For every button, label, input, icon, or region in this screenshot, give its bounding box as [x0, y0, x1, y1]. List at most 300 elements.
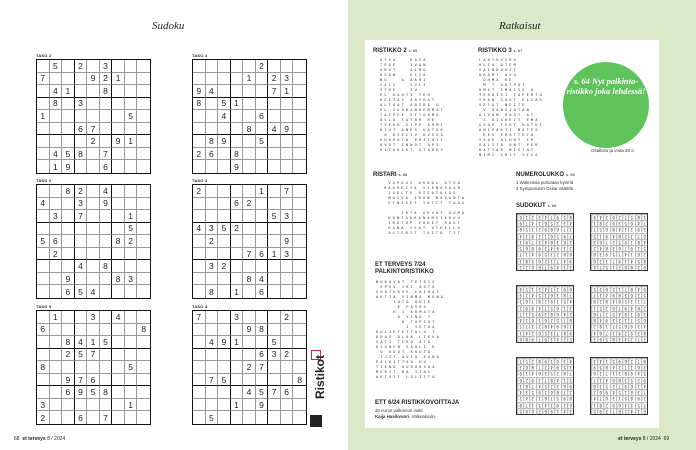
sudoku-cell[interactable] — [137, 311, 150, 324]
sudoku-cell[interactable]: 7 — [75, 374, 88, 387]
sudoku-cell[interactable] — [268, 361, 281, 374]
sudoku-cell[interactable]: 2 — [125, 235, 138, 248]
sudoku-cell[interactable]: 1 — [112, 73, 125, 86]
sudoku-cell[interactable]: 3 — [281, 248, 294, 261]
sudoku-cell[interactable] — [231, 324, 244, 337]
sudoku-cell[interactable] — [37, 123, 50, 136]
sudoku-cell[interactable] — [50, 336, 63, 349]
sudoku-cell[interactable]: 6 — [62, 386, 75, 399]
sudoku-cell[interactable] — [137, 235, 150, 248]
sudoku-cell[interactable]: 6 — [87, 374, 100, 387]
sudoku-cell[interactable] — [87, 399, 100, 412]
sudoku-cell[interactable]: 7 — [281, 185, 294, 198]
sudoku-cell[interactable]: 4 — [50, 85, 63, 98]
sudoku-cell[interactable] — [50, 361, 63, 374]
sudoku-cell[interactable] — [293, 160, 306, 173]
sudoku-cell[interactable]: 1 — [231, 399, 244, 412]
sudoku-cell[interactable]: 5 — [218, 98, 231, 111]
sudoku-cell[interactable] — [218, 285, 231, 298]
sudoku-cell[interactable]: 9 — [281, 123, 294, 136]
sudoku-cell[interactable] — [193, 123, 206, 136]
sudoku-cell[interactable] — [37, 336, 50, 349]
sudoku-cell[interactable] — [50, 223, 63, 236]
sudoku-cell[interactable] — [112, 374, 125, 387]
sudoku-cell[interactable] — [293, 386, 306, 399]
sudoku-cell[interactable] — [193, 349, 206, 362]
sudoku-cell[interactable] — [256, 210, 269, 223]
sudoku-cell[interactable] — [137, 248, 150, 261]
sudoku-cell[interactable] — [231, 260, 244, 273]
sudoku-cell[interactable] — [125, 148, 138, 161]
sudoku-cell[interactable]: 8 — [256, 324, 269, 337]
sudoku-cell[interactable] — [193, 235, 206, 248]
sudoku-cell[interactable] — [281, 273, 294, 286]
sudoku-cell[interactable] — [218, 123, 231, 136]
sudoku-cell[interactable]: 3 — [231, 311, 244, 324]
sudoku-cell[interactable] — [137, 411, 150, 424]
sudoku-cell[interactable] — [218, 361, 231, 374]
sudoku-cell[interactable] — [112, 248, 125, 261]
sudoku-cell[interactable] — [293, 324, 306, 337]
sudoku-cell[interactable] — [50, 198, 63, 211]
sudoku-cell[interactable]: 5 — [268, 336, 281, 349]
sudoku-cell[interactable] — [112, 185, 125, 198]
sudoku-cell[interactable]: 9 — [231, 160, 244, 173]
sudoku-cell[interactable]: 6 — [256, 285, 269, 298]
sudoku-cell[interactable]: 1 — [231, 285, 244, 298]
sudoku-cell[interactable] — [137, 85, 150, 98]
sudoku-cell[interactable] — [231, 210, 244, 223]
sudoku-cell[interactable] — [243, 260, 256, 273]
sudoku-cell[interactable]: 4 — [75, 336, 88, 349]
sudoku-cell[interactable] — [137, 285, 150, 298]
sudoku-cell[interactable] — [125, 98, 138, 111]
sudoku-cell[interactable]: 1 — [281, 85, 294, 98]
sudoku-cell[interactable]: 1 — [50, 311, 63, 324]
sudoku-cell[interactable] — [75, 324, 88, 337]
sudoku-cell[interactable] — [268, 148, 281, 161]
sudoku-cell[interactable] — [62, 98, 75, 111]
sudoku-cell[interactable] — [112, 123, 125, 136]
sudoku-cell[interactable]: 8 — [50, 98, 63, 111]
sudoku-cell[interactable] — [281, 411, 294, 424]
sudoku-cell[interactable]: 4 — [87, 285, 100, 298]
sudoku-cell[interactable]: 3 — [100, 60, 113, 73]
sudoku-cell[interactable] — [281, 223, 294, 236]
sudoku-cell[interactable] — [193, 73, 206, 86]
sudoku-cell[interactable] — [112, 399, 125, 412]
sudoku-cell[interactable] — [37, 285, 50, 298]
sudoku-cell[interactable]: 7 — [37, 73, 50, 86]
sudoku-cell[interactable]: 5 — [75, 349, 88, 362]
sudoku-cell[interactable] — [37, 160, 50, 173]
sudoku-cell[interactable]: 3 — [75, 198, 88, 211]
sudoku-cell[interactable] — [218, 273, 231, 286]
sudoku-cell[interactable] — [137, 210, 150, 223]
sudoku-cell[interactable] — [231, 73, 244, 86]
sudoku-cell[interactable] — [100, 210, 113, 223]
sudoku-cell[interactable] — [62, 324, 75, 337]
sudoku-cell[interactable]: 4 — [100, 185, 113, 198]
sudoku-cell[interactable] — [281, 374, 294, 387]
sudoku-cell[interactable]: 1 — [125, 210, 138, 223]
sudoku-cell[interactable] — [100, 273, 113, 286]
sudoku-cell[interactable] — [37, 210, 50, 223]
sudoku-cell[interactable] — [206, 361, 219, 374]
sudoku-cell[interactable] — [293, 285, 306, 298]
sudoku-cell[interactable] — [293, 349, 306, 362]
sudoku-cell[interactable] — [125, 260, 138, 273]
sudoku-cell[interactable] — [231, 85, 244, 98]
sudoku-cell[interactable]: 6 — [37, 324, 50, 337]
sudoku-cell[interactable] — [206, 185, 219, 198]
sudoku-cell[interactable] — [100, 135, 113, 148]
sudoku-cell[interactable] — [62, 361, 75, 374]
sudoku-cell[interactable]: 6 — [62, 285, 75, 298]
sudoku-cell[interactable]: 2 — [281, 349, 294, 362]
sudoku-cell[interactable]: 8 — [206, 135, 219, 148]
sudoku-cell[interactable] — [100, 399, 113, 412]
sudoku-cell[interactable] — [268, 311, 281, 324]
sudoku-cell[interactable]: 1 — [125, 399, 138, 412]
sudoku-cell[interactable] — [243, 135, 256, 148]
sudoku-cell[interactable] — [206, 399, 219, 412]
sudoku-cell[interactable] — [87, 185, 100, 198]
sudoku-cell[interactable]: 8 — [293, 374, 306, 387]
sudoku-cell[interactable] — [137, 123, 150, 136]
sudoku-cell[interactable] — [62, 123, 75, 136]
sudoku-cell[interactable] — [281, 98, 294, 111]
sudoku-cell[interactable] — [87, 148, 100, 161]
sudoku-cell[interactable] — [137, 349, 150, 362]
sudoku-cell[interactable]: 9 — [87, 73, 100, 86]
sudoku-cell[interactable] — [50, 123, 63, 136]
sudoku-cell[interactable] — [206, 60, 219, 73]
sudoku-cell[interactable] — [281, 260, 294, 273]
sudoku-cell[interactable]: 7 — [256, 361, 269, 374]
sudoku-cell[interactable] — [243, 411, 256, 424]
sudoku-cell[interactable] — [206, 349, 219, 362]
sudoku-cell[interactable] — [125, 411, 138, 424]
sudoku-cell[interactable] — [206, 210, 219, 223]
sudoku-cell[interactable]: 2 — [243, 198, 256, 211]
sudoku-cell[interactable]: 8 — [243, 273, 256, 286]
sudoku-cell[interactable] — [112, 148, 125, 161]
sudoku-cell[interactable] — [75, 248, 88, 261]
sudoku-cell[interactable]: 9 — [62, 273, 75, 286]
sudoku-cell[interactable] — [62, 235, 75, 248]
sudoku-cell[interactable]: 9 — [281, 235, 294, 248]
sudoku-cell[interactable] — [281, 110, 294, 123]
sudoku-cell[interactable]: 5 — [218, 223, 231, 236]
sudoku-cell[interactable]: 6 — [256, 248, 269, 261]
sudoku-cell[interactable]: 1 — [256, 185, 269, 198]
sudoku-cell[interactable]: 9 — [193, 85, 206, 98]
sudoku-cell[interactable] — [37, 85, 50, 98]
sudoku-cell[interactable]: 5 — [75, 285, 88, 298]
sudoku-cell[interactable] — [37, 223, 50, 236]
sudoku-cell[interactable] — [112, 260, 125, 273]
sudoku-cell[interactable] — [75, 361, 88, 374]
sudoku-cell[interactable] — [231, 185, 244, 198]
sudoku-cell[interactable] — [100, 235, 113, 248]
sudoku-cell[interactable] — [75, 85, 88, 98]
sudoku-cell[interactable] — [206, 123, 219, 136]
sudoku-cell[interactable] — [281, 336, 294, 349]
sudoku-cell[interactable] — [112, 198, 125, 211]
sudoku-cell[interactable] — [243, 110, 256, 123]
sudoku-cell[interactable]: 8 — [75, 148, 88, 161]
sudoku-cell[interactable]: 5 — [125, 361, 138, 374]
sudoku-cell[interactable] — [87, 248, 100, 261]
sudoku-cell[interactable]: 2 — [193, 185, 206, 198]
sudoku-cell[interactable] — [268, 324, 281, 337]
sudoku-cell[interactable] — [243, 223, 256, 236]
sudoku-cell[interactable] — [50, 185, 63, 198]
sudoku-cell[interactable] — [256, 73, 269, 86]
sudoku-cell[interactable] — [268, 160, 281, 173]
sudoku-cell[interactable] — [137, 198, 150, 211]
sudoku-cell[interactable] — [268, 223, 281, 236]
sudoku-cell[interactable] — [231, 135, 244, 148]
sudoku-cell[interactable]: 1 — [37, 110, 50, 123]
sudoku-cell[interactable]: 6 — [50, 235, 63, 248]
sudoku-cell[interactable] — [75, 73, 88, 86]
sudoku-cell[interactable]: 3 — [268, 349, 281, 362]
sudoku-cell[interactable] — [75, 273, 88, 286]
sudoku-cell[interactable] — [100, 98, 113, 111]
sudoku-cell[interactable]: 5 — [268, 210, 281, 223]
sudoku-cell[interactable] — [218, 185, 231, 198]
sudoku-cell[interactable]: 5 — [37, 235, 50, 248]
sudoku-cell[interactable] — [243, 374, 256, 387]
sudoku-cell[interactable]: 7 — [268, 85, 281, 98]
sudoku-cell[interactable]: 5 — [125, 110, 138, 123]
sudoku-cell[interactable] — [50, 399, 63, 412]
sudoku-cell[interactable]: 5 — [50, 60, 63, 73]
sudoku-cell[interactable] — [243, 85, 256, 98]
sudoku-cell[interactable] — [218, 60, 231, 73]
sudoku-cell[interactable] — [268, 285, 281, 298]
sudoku-cell[interactable]: 9 — [218, 336, 231, 349]
sudoku-cell[interactable] — [112, 386, 125, 399]
sudoku-cell[interactable]: 5 — [100, 336, 113, 349]
sudoku-cell[interactable]: 9 — [62, 374, 75, 387]
sudoku-cell[interactable] — [75, 223, 88, 236]
sudoku-cell[interactable] — [268, 411, 281, 424]
sudoku-cell[interactable]: 3 — [206, 260, 219, 273]
sudoku-cell[interactable] — [231, 361, 244, 374]
sudoku-cell[interactable]: 4 — [112, 311, 125, 324]
sudoku-cell[interactable] — [137, 110, 150, 123]
sudoku-cell[interactable] — [37, 386, 50, 399]
sudoku-cell[interactable] — [243, 311, 256, 324]
sudoku-cell[interactable] — [268, 185, 281, 198]
sudoku-cell[interactable] — [281, 60, 294, 73]
sudoku-cell[interactable] — [243, 235, 256, 248]
sudoku-cell[interactable] — [193, 210, 206, 223]
sudoku-cell[interactable]: 6 — [75, 411, 88, 424]
sudoku-cell[interactable] — [268, 374, 281, 387]
sudoku-cell[interactable] — [268, 60, 281, 73]
sudoku-cell[interactable]: 7 — [100, 148, 113, 161]
sudoku-cell[interactable] — [75, 160, 88, 173]
sudoku-cell[interactable] — [50, 135, 63, 148]
sudoku-cell[interactable]: 5 — [218, 374, 231, 387]
sudoku-cell[interactable]: 7 — [243, 248, 256, 261]
sudoku-cell[interactable] — [125, 185, 138, 198]
sudoku-cell[interactable] — [218, 73, 231, 86]
sudoku-cell[interactable]: 2 — [206, 235, 219, 248]
sudoku-cell[interactable]: 2 — [243, 361, 256, 374]
sudoku-cell[interactable] — [243, 185, 256, 198]
sudoku-cell[interactable] — [206, 248, 219, 261]
sudoku-cell[interactable] — [193, 260, 206, 273]
sudoku-cell[interactable]: 8 — [37, 361, 50, 374]
sudoku-cell[interactable]: 6 — [75, 123, 88, 136]
sudoku-cell[interactable] — [293, 73, 306, 86]
sudoku-cell[interactable] — [62, 260, 75, 273]
sudoku-cell[interactable] — [37, 98, 50, 111]
sudoku-cell[interactable] — [293, 135, 306, 148]
sudoku-cell[interactable] — [231, 273, 244, 286]
sudoku-cell[interactable] — [50, 324, 63, 337]
sudoku-cell[interactable] — [218, 386, 231, 399]
sudoku-cell[interactable]: 6 — [100, 160, 113, 173]
sudoku-cell[interactable] — [293, 260, 306, 273]
sudoku-cell[interactable] — [193, 273, 206, 286]
sudoku-cell[interactable]: 1 — [268, 248, 281, 261]
sudoku-cell[interactable] — [62, 223, 75, 236]
sudoku-cell[interactable]: 9 — [75, 386, 88, 399]
sudoku-cell[interactable] — [281, 160, 294, 173]
sudoku-cell[interactable] — [243, 148, 256, 161]
sudoku-cell[interactable] — [37, 148, 50, 161]
sudoku-cell[interactable] — [75, 311, 88, 324]
sudoku-cell[interactable] — [243, 349, 256, 362]
sudoku-cell[interactable] — [193, 374, 206, 387]
sudoku-cell[interactable] — [100, 311, 113, 324]
sudoku-cell[interactable]: 8 — [100, 260, 113, 273]
sudoku-cell[interactable] — [125, 311, 138, 324]
sudoku-cell[interactable] — [193, 399, 206, 412]
sudoku-cell[interactable] — [112, 411, 125, 424]
sudoku-cell[interactable] — [62, 311, 75, 324]
sudoku-cell[interactable] — [112, 223, 125, 236]
sudoku-cell[interactable]: 9 — [62, 160, 75, 173]
sudoku-cell[interactable] — [231, 374, 244, 387]
sudoku-cell[interactable] — [231, 123, 244, 136]
sudoku-cell[interactable]: 8 — [137, 324, 150, 337]
sudoku-cell[interactable] — [75, 235, 88, 248]
sudoku-cell[interactable] — [137, 185, 150, 198]
sudoku-cell[interactable] — [75, 399, 88, 412]
sudoku-cell[interactable]: 3 — [37, 399, 50, 412]
sudoku-cell[interactable] — [87, 98, 100, 111]
sudoku-cell[interactable] — [293, 198, 306, 211]
sudoku-cell[interactable] — [206, 386, 219, 399]
sudoku-cell[interactable] — [112, 98, 125, 111]
sudoku-cell[interactable] — [50, 285, 63, 298]
sudoku-cell[interactable]: 7 — [87, 123, 100, 136]
sudoku-cell[interactable] — [281, 198, 294, 211]
sudoku-cell[interactable] — [193, 386, 206, 399]
sudoku-cell[interactable] — [193, 248, 206, 261]
sudoku-cell[interactable] — [125, 336, 138, 349]
sudoku-cell[interactable] — [206, 98, 219, 111]
sudoku-cell[interactable] — [62, 411, 75, 424]
sudoku-cell[interactable] — [243, 210, 256, 223]
sudoku-cell[interactable] — [62, 210, 75, 223]
sudoku-cell[interactable] — [125, 285, 138, 298]
sudoku-cell[interactable] — [137, 273, 150, 286]
sudoku-cell[interactable]: 2 — [75, 60, 88, 73]
sudoku-cell[interactable] — [100, 248, 113, 261]
sudoku-cell[interactable] — [100, 349, 113, 362]
sudoku-cell[interactable] — [125, 73, 138, 86]
sudoku-cell[interactable] — [218, 324, 231, 337]
sudoku-cell[interactable]: 2 — [100, 73, 113, 86]
sudoku-cell[interactable] — [50, 386, 63, 399]
sudoku-cell[interactable] — [281, 285, 294, 298]
sudoku-cell[interactable] — [37, 260, 50, 273]
sudoku-cell[interactable] — [243, 336, 256, 349]
sudoku-cell[interactable] — [293, 311, 306, 324]
sudoku-cell[interactable] — [231, 235, 244, 248]
sudoku-cell[interactable] — [87, 260, 100, 273]
sudoku-cell[interactable] — [193, 60, 206, 73]
sudoku-cell[interactable] — [293, 123, 306, 136]
sudoku-cell[interactable] — [293, 185, 306, 198]
sudoku-cell[interactable] — [256, 260, 269, 273]
sudoku-cell[interactable] — [87, 110, 100, 123]
sudoku-cell[interactable] — [62, 60, 75, 73]
sudoku-cell[interactable] — [62, 248, 75, 261]
sudoku-cell[interactable] — [293, 361, 306, 374]
sudoku-cell[interactable] — [193, 411, 206, 424]
sudoku-cell[interactable]: 8 — [243, 123, 256, 136]
sudoku-cell[interactable] — [137, 260, 150, 273]
sudoku-cell[interactable] — [125, 324, 138, 337]
sudoku-cell[interactable] — [193, 135, 206, 148]
sudoku-cell[interactable] — [206, 73, 219, 86]
sudoku-cell[interactable] — [293, 98, 306, 111]
sudoku-cell[interactable] — [268, 235, 281, 248]
sudoku-cell[interactable] — [293, 85, 306, 98]
sudoku-cell[interactable] — [37, 185, 50, 198]
sudoku-cell[interactable] — [87, 324, 100, 337]
sudoku-cell[interactable] — [268, 399, 281, 412]
sudoku-cell[interactable]: 5 — [125, 223, 138, 236]
sudoku-cell[interactable]: 3 — [50, 210, 63, 223]
sudoku-cell[interactable] — [256, 148, 269, 161]
sudoku-cell[interactable] — [193, 160, 206, 173]
sudoku-cell[interactable]: 4 — [268, 123, 281, 136]
sudoku-cell[interactable] — [87, 60, 100, 73]
sudoku-cell[interactable]: 2 — [193, 148, 206, 161]
sudoku-cell[interactable] — [37, 248, 50, 261]
sudoku-cell[interactable] — [125, 349, 138, 362]
sudoku-cell[interactable]: 4 — [243, 386, 256, 399]
sudoku-cell[interactable] — [37, 374, 50, 387]
sudoku-cell[interactable] — [50, 411, 63, 424]
sudoku-cell[interactable] — [125, 60, 138, 73]
sudoku-cell[interactable]: 5 — [256, 135, 269, 148]
sudoku-cell[interactable] — [268, 273, 281, 286]
sudoku-cell[interactable] — [293, 148, 306, 161]
sudoku-cell[interactable] — [231, 248, 244, 261]
sudoku-cell[interactable] — [62, 73, 75, 86]
